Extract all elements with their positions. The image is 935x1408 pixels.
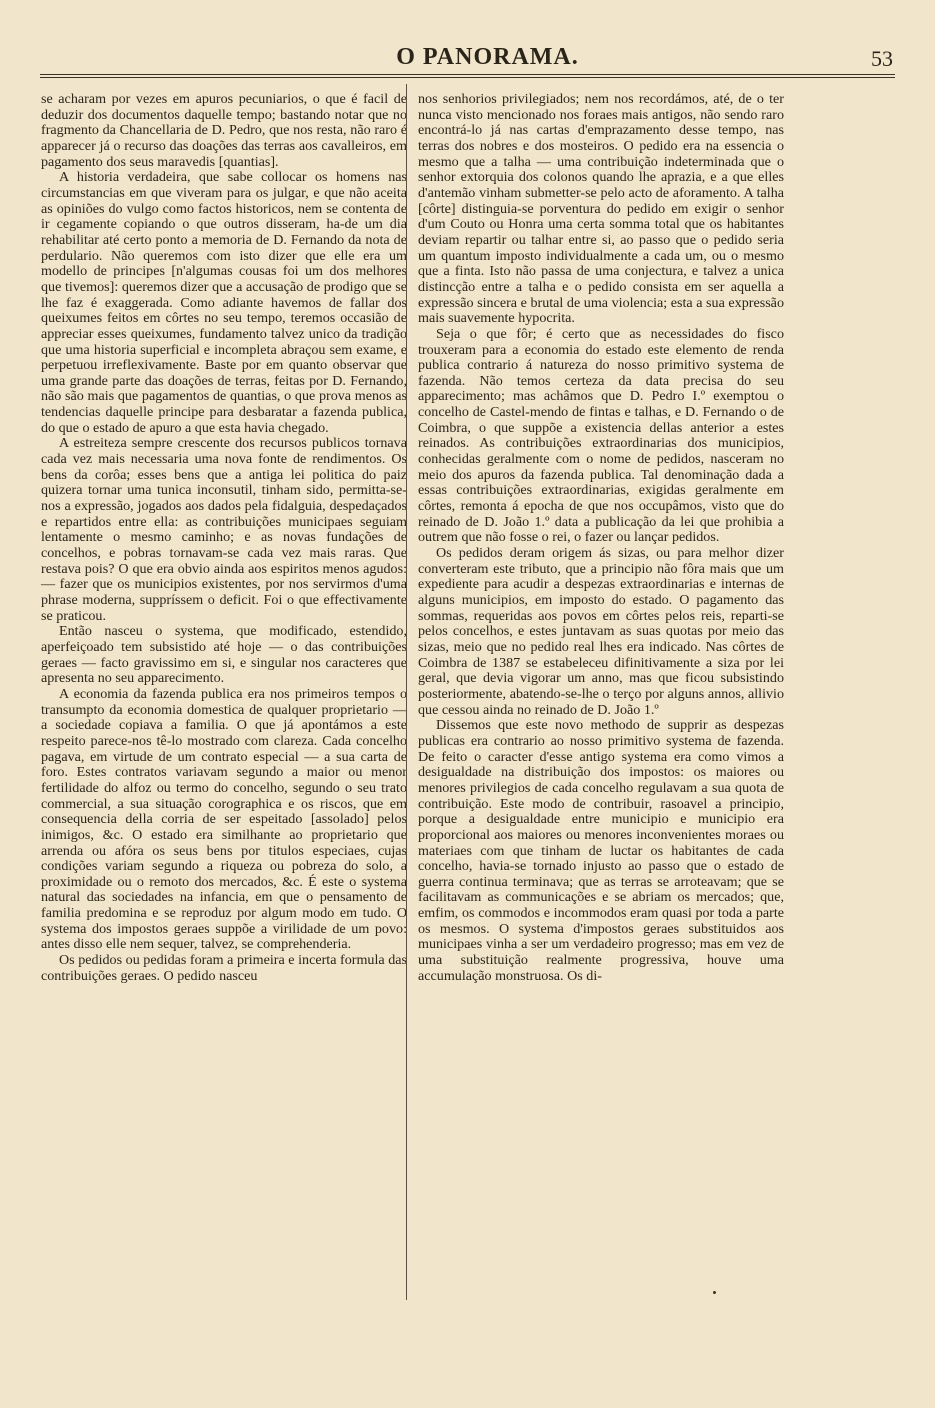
paragraph: A economia da fazenda publica era nos primeiros tempos o transumpto da economia domestica de qualquer proprietario — a sociedade copiava a familia. O que já apontámos a este respeito parece-nos tê-lo mostrado com clareza. Cada concelho pagava, em virtude de um contrato especial — a sua carta de foro. Estes contratos variavam segundo a maior ou menor fertilidade do alfoz ou termo do concelho, segundo o seu trato commercial, a sua situação corographica e os riscos, que em consequencia della corria de ser espeitado [assolado] pelos inimigos, &c. O estado era similhante ao proprietario que arrenda ou afóra os seus bens por titulos especiaes, cujas condições variam segundo a riqueza ou pobreza do solo, a proximidade ou o remoto dos mercados, &c. É este o systema natural das sociedades na infancia, em que o pensamento de familia predomina e se reproduz por algum modo em tudo. O systema dos impostos geraes suppõe a virilidade de um povo: antes disso elle nem sequer, talvez, se comprehenderia. xyxy=(41,685,407,953)
journal-title: O PANORAMA. xyxy=(396,44,579,70)
paragraph: Então nasceu o systema, que modificado, estendido, aperfeiçoado tem subsistido até hoje — o das contribuições geraes — facto gravissimo em si, e singular nos caracteres que apresenta no seu apparecimento. xyxy=(41,623,407,687)
paragraph: Os pedidos ou pedidas foram a primeira e incerta formula das contribuições geraes. O pedido nasceu xyxy=(41,952,407,984)
paragraph: Seja o que fôr; é certo que as necessidades do fisco trouxeram para a economia do estado este elemento de renda publica contrario á natureza do nosso primitivo systema de fazenda. Não temos certeza da data precisa do seu apparecimento; mas achâmos que D. Pedro I.º exemptou o concelho de Castel-mendo de fintas e talhas, e D. Fernando o de Coimbra, o que suppõe a existencia dellas anterior a estes reinados. As contribuições extraordinarias dos municipios, conhecidas geralmente com o nome de pedidos, nasceram no meio dos apuros da fazenda publica. Tal denominação dada a essas contribuições extraordinarias, exigidas geralmente em côrtes, remonta á epocha de que nos occupâmos, visto que do reinado de D. João 1.º data a publicação da lei que prohibia a outrem que não fosse o rei, o fazer ou lançar pedidos. xyxy=(418,325,784,546)
right-column xyxy=(418,92,784,984)
paragraph: Os pedidos deram origem ás sizas, ou para melhor dizer converteram este tributo, que a principio não fôra mais que um expediente para acudir a despezas extraordinarias e internas de alguns municipios, em imposto do estado. O pagamento das sommas, requeridas aos povos em côrtes pelos reis, reparti-se pelos concelhos, e estes juntavam as suas quotas por meio das sizas, meio que no pedido real lhes era indicado. Nas côrtes de Coimbra de 1387 se estabeleceu difinitivamente a siza por lei geral, que devia vigorar um anno, mas que ficou subsistindo posteriormente, abatendo-se-lhe o terço por alguns annos, allivio que cessou ainda no reinado de D. João 1.º xyxy=(418,545,784,718)
paragraph: A estreiteza sempre crescente dos recursos publicos tornava cada vez mais necessaria uma nova fonte de rendimentos. Os bens da corôa; esses bens que a antiga lei politica do paiz quizera tornar uma tunica inconsutil, tinham sido, permitta-se-nos a expressão, jogados aos dados pela fidalguia, despedaçados e repartidos entre ella: as contribuições municipaes seguiam lentamente o mesmo caminho; e as novas fundações de concelhos, e pobras tornavam-se cada vez mais raras. Que restava pois? O que era obvio ainda aos espiritos menos agudos:— fazer que os municipios existentes, por nos servirmos d'uma phrase moderna, suppríssem o deficit. Foi o que effectivamente se praticou. xyxy=(41,435,407,624)
paragraph: Dissemos que este novo methodo de supprir as despezas publicas era contrario ao nosso primitivo systema de fazenda. De feito o caracter d'esse antigo systema era como vimos a desigualdade na distribuição dos impostos: os maiores ou menores privilegios de cada concelho regulavam a sua quota de contribuição. Este modo de contribuir, rasoavel a principio, porque a desigualdade entre municipio e municipio era proporcional aos maiores ou menores inconvenientes moraes ou materiaes com que tinham de luctar os habitantes de cada concelho, havia-se tornado injusto ao passo que o estado de guerra continua terminava; que as terras se arroteavam; que se facilitavam as communicações e se abriam os mercados; que, emfim, os commodos e incommodos eram quasi por toda a parte os mesmos. O systema d'impostos geraes substituidos aos municipaes vinha a ser um verdadeiro progresso; mas em vez de uma substituição realmente progressiva, houve uma accumulação monstruosa. Os di- xyxy=(418,717,784,984)
page-number: 53 xyxy=(871,46,893,71)
header-rule xyxy=(40,74,895,78)
ink-dot xyxy=(713,1291,716,1294)
left-column xyxy=(41,92,407,984)
column-divider xyxy=(406,84,407,1300)
paragraph: nos senhorios privilegiados; nem nos recordámos, até, de o ter nunca visto mencionado nos foraes mais antigos, não sendo raro encontrá-lo já nas cartas d'emprazamento desse tempo, nas terras dos nobres e dos mosteiros. O pedido era na essencia o mesmo que a talha — uma contribuição indeterminada que o senhor extorquia dos colonos quando lhe aprazia, e a que elles d'antemão vinham submetter-se pelo acto de aforamento. A talha [côrte] distinguia-se porventura do pedido em exigir o senhor d'um Couto ou Honra uma certa somma total que os habitantes deviam repartir ou talhar entre si, ao passo que o pedido seria um quantum imposto individualmente a cada um, ou o mesmo que a finta. Isto não passa de uma conjectura, e talvez a unica distincção entre a talha e o pedido consista em ser aquella a expressão sincera e brutal de uma violencia; esta a sua expressão mais suavemente hypocrita. xyxy=(418,91,784,327)
paragraph: A historia verdadeira, que sabe collocar os homens nas circumstancias em que viveram para os julgar, e que não aceita as opiniões do vulgo como factos historicos, nem se contenta de ir cegamente copiando o que outros disseram, ha-de um dia rehabilitar até certo ponto a memoria de D. Fernando da nota de perdulario. Não queremos com isto dizer que elle era um modello de principes [n'algumas cousas foi um dos melhores que tivemos]: queremos dizer que a accusação de prodigo que se lhe faz é exaggerada. Como adiante havemos de fallar dos queixumes feitos em côrtes no seu tempo, teremos occasião de appreciar esses queixumes, fundamento talvez unico da tradição que uma historia superficial e incompleta abraçou sem exame, e perpetuou irreflexivamente. Baste por em quanto observar que uma grande parte das doações de terras, feitas por D. Fernando, não são mais que pagamentos de quantias, o que prova menos as tendencias daquelle principe para desbaratar a fazenda publica, do que o estado de apuro a que esta havia chegado. xyxy=(41,169,407,436)
paragraph: se acharam por vezes em apuros pecuniarios, o que é facil de deduzir dos documentos daquelle tempo; bastando notar que no fragmento da Chancellaria de D. Pedro, que nos resta, não raro é apparecer já o recurso das doações das terras aos cavalleiros, em pagamento dos seus maravedis [quantias]. xyxy=(41,91,407,170)
